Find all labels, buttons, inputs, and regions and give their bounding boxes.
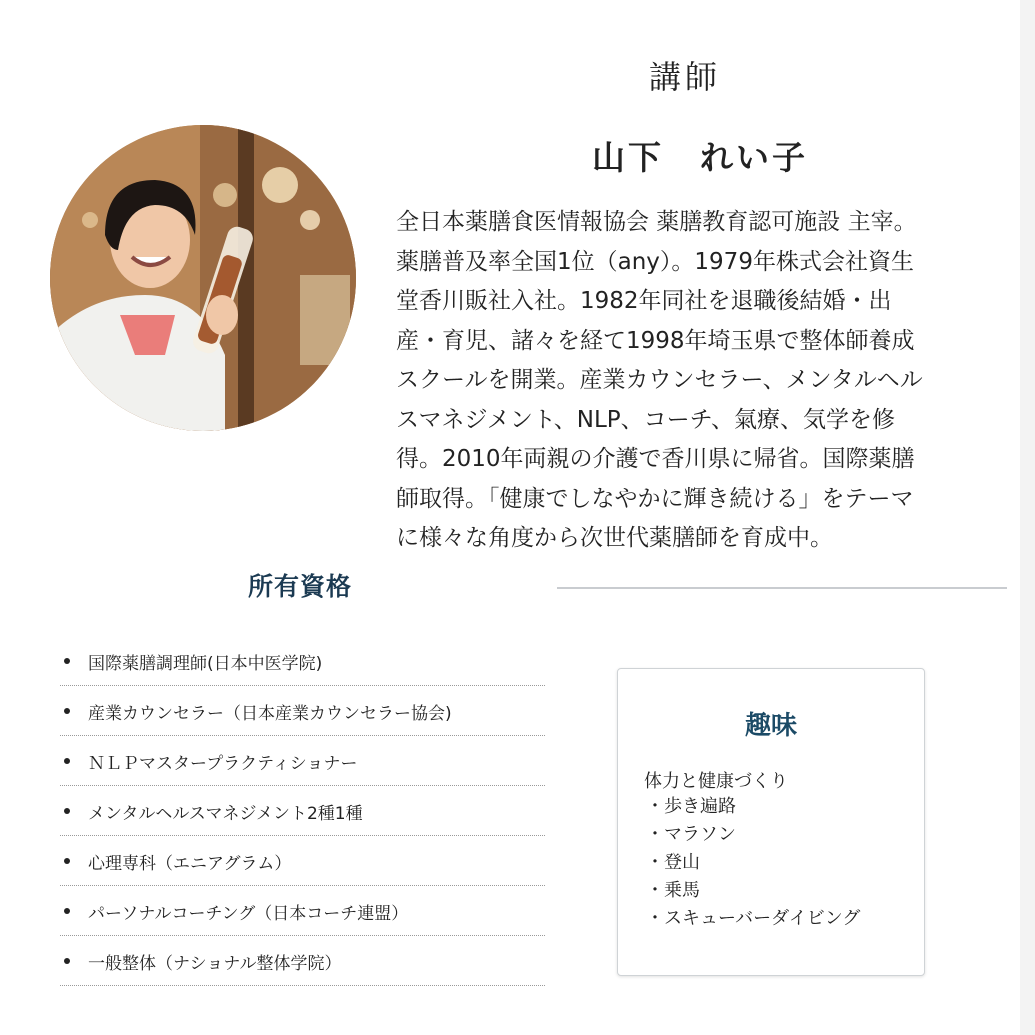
instructor-name: 山下 れい子 [592, 138, 808, 177]
instructor-portrait-image [50, 125, 356, 431]
hobbies-list [646, 793, 860, 933]
qualification-item [60, 737, 545, 786]
qualification-item [60, 837, 545, 886]
qualification-text: パーソナルコーチング（日本コーチ連盟） [88, 903, 409, 924]
qualification-text: 産業カウンセラー（日本産業カウンセラー協会) [88, 703, 452, 724]
hobbies-card [617, 668, 925, 976]
qualification-text: 心理専科（エニアグラム） [88, 853, 292, 874]
qualification-text: 一般整体（ナショナル整体学院） [88, 953, 342, 974]
bullet-icon [64, 758, 70, 764]
instructor-bio: 全日本薬膳食医情報協会 薬膳教育認可施設 主宰。 薬膳普及率全国1位（any）。1979年株式会社資生 堂香川販社入社。1982年同社を退職後結婚・出 産・育児、諸々を経て1998年埼玉県で整体師養成 スクールを開業。産業カウンセラー、メンタルヘル スマネジメント、NLP、コーチ、氣療、気学を修 得。2010年両親の介護で香川県に帰省。国際薬膳 師取得。「健康でしなやかに輝き続ける」をテーマ に様々な角度から次世代薬膳師を育成中。 [396, 209, 923, 551]
hobby-item: ・マラソン [646, 824, 736, 845]
section-title: 講師 [648, 58, 721, 96]
bullet-icon [64, 858, 70, 864]
qualification-text: メンタルヘルスマネジメント2種1種 [88, 803, 363, 824]
qualifications-title: 所有資格 [247, 572, 352, 601]
hobbies-title: 趣味 [744, 711, 797, 741]
qualification-item [60, 937, 545, 986]
hobby-item: ・スキューバーダイビング [646, 908, 861, 929]
hobby-item: ・登山 [646, 852, 700, 873]
qualification-item [60, 687, 545, 736]
bullet-icon [64, 708, 70, 714]
section-divider [557, 587, 1007, 589]
hobby-item: ・乗馬 [646, 880, 700, 901]
qualifications-list [60, 637, 545, 987]
qualification-text: ＮＬＰマスタープラクティショナー [88, 753, 358, 774]
instructor-photo [50, 125, 356, 431]
bullet-icon [64, 908, 70, 914]
page-edge [1020, 0, 1035, 1035]
bullet-icon [64, 658, 70, 664]
hobby-item: ・歩き遍路 [646, 796, 736, 817]
bullet-icon [64, 958, 70, 964]
qualification-item [60, 637, 545, 686]
qualification-item [60, 787, 545, 836]
bullet-icon [64, 808, 70, 814]
qualification-item [60, 887, 545, 936]
hobbies-heading: 体力と健康づくり [644, 771, 788, 792]
qualification-text: 国際薬膳調理師(日本中医学院) [88, 653, 323, 674]
